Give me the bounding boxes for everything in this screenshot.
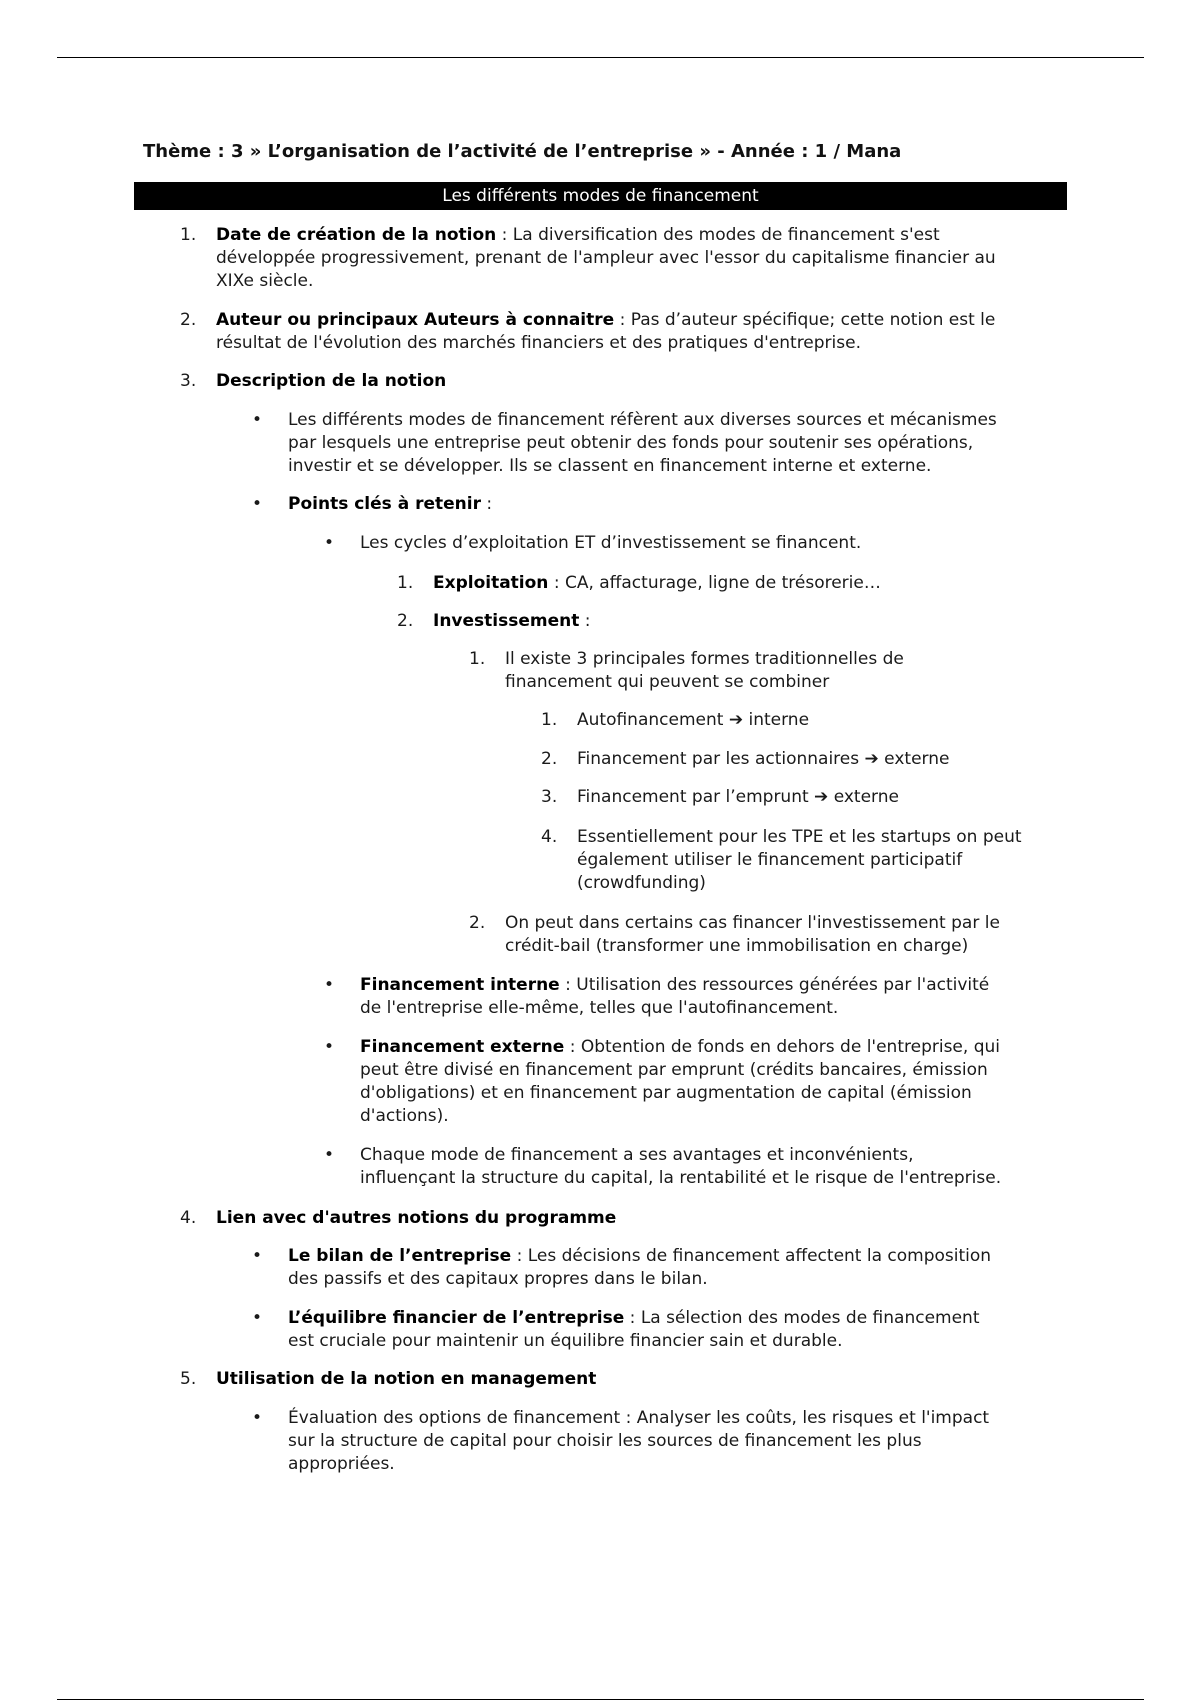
externe-line-3: d'obligations) et en financement par augmentation de capital (émission — [360, 1083, 972, 1103]
date-label: Date de création de la notion — [216, 225, 497, 245]
date-line-3: XIXe siècle. — [216, 271, 314, 291]
bullet: • — [252, 1408, 263, 1428]
autofinancement-line: Autofinancement ➔ interne — [577, 710, 810, 730]
list-number: 3. — [541, 787, 558, 807]
externe-line-2: peut être divisé en financement par emprunt (crédits bancaires, émission — [360, 1060, 988, 1080]
bullet: • — [324, 975, 335, 995]
bullet: • — [324, 533, 335, 553]
bullet: • — [324, 1037, 335, 1057]
list-number: 1. — [469, 649, 486, 669]
list-number: 2. — [541, 749, 558, 769]
list-number: 3. — [180, 371, 197, 391]
crowd-line-1: Essentiellement pour les TPE et les startups on peut — [577, 827, 1022, 847]
exploitation-line: Exploitation : CA, affacturage, ligne de trésorerie… — [433, 573, 881, 593]
list-number: 2. — [469, 913, 486, 933]
list-number: 5. — [180, 1369, 197, 1389]
description-para-1: Les différents modes de financement réfèrent aux diverses sources et mécanismes — [288, 410, 997, 430]
date-line-1: Date de création de la notion : La diversification des modes de financement s'est — [216, 225, 940, 245]
bilan-line-1: Le bilan de l’entreprise : Les décisions de financement affectent la composition — [288, 1246, 992, 1266]
list-number: 1. — [541, 710, 558, 730]
equilibre-line-1: L’équilibre financier de l’entreprise : La sélection des modes de financement — [288, 1308, 980, 1328]
formes-line-2: financement qui peuvent se combiner — [505, 672, 830, 692]
points-label: Points clés à retenir — [288, 494, 481, 514]
exploitation-label: Exploitation — [433, 573, 549, 593]
formes-line-1: Il existe 3 principales formes traditionnelles de — [505, 649, 904, 669]
list-number: 2. — [397, 611, 414, 631]
creditbail-line-2: crédit-bail (transformer une immobilisation en charge) — [505, 936, 969, 956]
arrow-right-icon: ➔ — [728, 710, 744, 730]
arrow-right-icon: ➔ — [814, 787, 829, 807]
bullet: • — [324, 1145, 335, 1165]
section-banner: Les différents modes de financement — [134, 182, 1067, 210]
list-number: 1. — [180, 225, 197, 245]
list-number: 4. — [541, 827, 558, 847]
description-para-2: par lesquels une entreprise peut obtenir des fonds pour soutenir ses opérations, — [288, 433, 974, 453]
bilan-label: Le bilan de l’entreprise — [288, 1246, 512, 1266]
cycles-line: Les cycles d’exploitation ET d’investissement se financent. — [360, 533, 862, 553]
externe-line-4: d'actions). — [360, 1106, 449, 1126]
externe-label: Financement externe — [360, 1037, 565, 1057]
externe-line-1: Financement externe : Obtention de fonds en dehors de l'entreprise, qui — [360, 1037, 1000, 1057]
auteur-line-2: résultat de l'évolution des marchés financiers et des pratiques d'entreprise. — [216, 333, 861, 353]
creditbail-line-1: On peut dans certains cas financer l'investissement par le — [505, 913, 1000, 933]
auteur-line-1: Auteur ou principaux Auteurs à connaitre : Pas d’auteur spécifique; cette notion est le — [216, 310, 996, 330]
bullet: • — [252, 1246, 263, 1266]
lien-label: Lien avec d'autres notions du programme — [216, 1208, 617, 1228]
utilisation-line-1: Évaluation des options de financement : Analyser les coûts, les risques et l'impact — [288, 1408, 990, 1428]
list-number: 4. — [180, 1208, 197, 1228]
emprunt-line: Financement par l’emprunt ➔ externe — [577, 787, 899, 807]
chaque-line-2: influençant la structure du capital, la rentabilité et le risque de l'entreprise. — [360, 1168, 1002, 1188]
date-line-2: développée progressivement, prenant de l'ampleur avec l'essor du capitalisme financier au — [216, 248, 996, 268]
list-number: 2. — [180, 310, 197, 330]
crowd-line-2: également utiliser le financement participatif — [577, 850, 963, 870]
chaque-line-1: Chaque mode de financement a ses avantages et inconvénients, — [360, 1145, 914, 1165]
page-title: Thème : 3 » L’organisation de l’activité de l’entreprise » - Année : 1 / Mana — [143, 141, 902, 162]
equilibre-label: L’équilibre financier de l’entreprise — [288, 1308, 625, 1328]
top-rule — [57, 57, 1144, 58]
utilisation-line-2: sur la structure de capital pour choisir les sources de financement les plus — [288, 1431, 922, 1451]
bilan-line-2: des passifs et des capitaux propres dans le bilan. — [288, 1269, 708, 1289]
points-cles: Points clés à retenir : — [288, 494, 493, 514]
interne-line-2: de l'entreprise elle-même, telles que l'autofinancement. — [360, 998, 839, 1018]
bullet: • — [252, 410, 263, 430]
utilisation-label: Utilisation de la notion en management — [216, 1369, 597, 1389]
bullet: • — [252, 1308, 263, 1328]
interne-label: Financement interne — [360, 975, 560, 995]
arrow-right-icon: ➔ — [864, 749, 879, 769]
actionnaires-line: Financement par les actionnaires ➔ externe — [577, 749, 950, 769]
auteur-label: Auteur ou principaux Auteurs à connaitre — [216, 310, 615, 330]
utilisation-line-3: appropriées. — [288, 1454, 395, 1474]
investissement-line: Investissement : — [433, 611, 591, 631]
interne-line-1: Financement interne : Utilisation des ressources générées par l'activité — [360, 975, 990, 995]
crowd-line-3: (crowdfunding) — [577, 873, 706, 893]
description-label: Description de la notion — [216, 371, 447, 391]
equilibre-line-2: est cruciale pour maintenir un équilibre financier sain et durable. — [288, 1331, 843, 1351]
investissement-label: Investissement — [433, 611, 580, 631]
bullet: • — [252, 494, 263, 514]
list-number: 1. — [397, 573, 414, 593]
description-para-3: investir et se développer. Ils se classent en financement interne et externe. — [288, 456, 932, 476]
